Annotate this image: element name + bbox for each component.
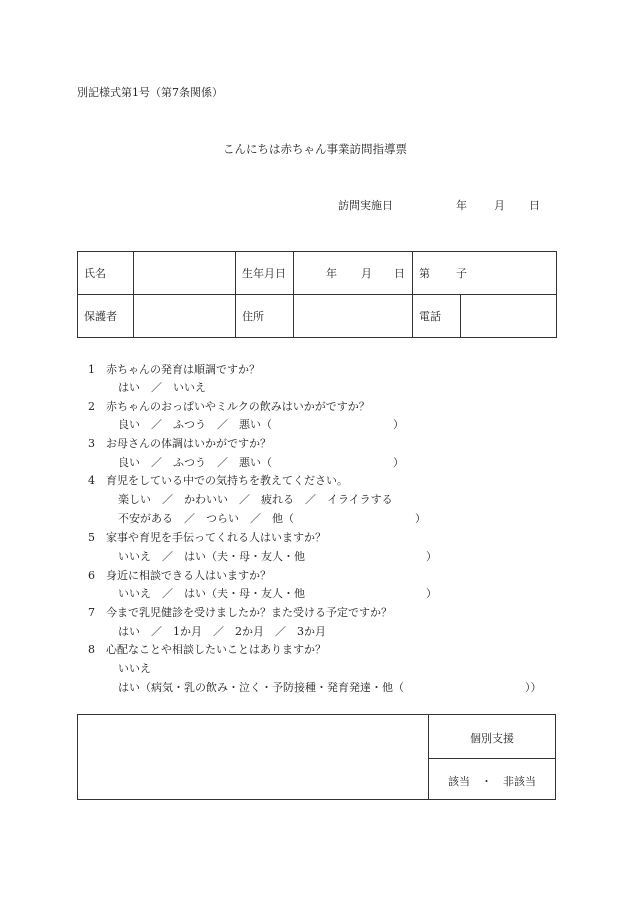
birthdate-field[interactable] bbox=[294, 252, 413, 295]
question-1-options[interactable]: はい ／ いいえ bbox=[118, 381, 206, 394]
visit-date-label: 訪問実施日 bbox=[338, 199, 393, 212]
question-5: 5 家事や育児を手伝ってくれる人はいますか？ bbox=[88, 531, 326, 544]
question-7-options[interactable]: はい ／ 1か月 ／ 2か月 ／ 3か月 bbox=[118, 625, 326, 638]
question-6: 6 身近に相談できる人はいますか？ bbox=[88, 569, 271, 582]
phone-label: 電話 bbox=[413, 295, 461, 338]
visit-date-year: 年 bbox=[456, 199, 467, 212]
address-label: 住所 bbox=[236, 295, 294, 338]
birth-day-unit: 日 bbox=[394, 267, 405, 280]
question-8-options-1[interactable]: いいえ bbox=[118, 662, 151, 675]
visit-date-month: 月 bbox=[494, 199, 505, 212]
notes-area[interactable] bbox=[78, 715, 428, 799]
question-2: 2 赤ちゃんのおっぱいやミルクの飲みはいかがですか？ bbox=[88, 400, 370, 413]
question-4-options-1[interactable]: 楽しい ／ かわいい ／ 疲れる ／ イライラする bbox=[118, 493, 393, 506]
question-2-options[interactable]: 良い ／ ふつう ／ 悪い（ ） bbox=[118, 418, 404, 431]
phone-field[interactable] bbox=[461, 295, 557, 338]
individual-support-choice[interactable]: 該当 ・ 非該当 bbox=[448, 775, 536, 788]
individual-support-label: 個別支援 bbox=[470, 732, 514, 745]
question-6-options[interactable]: いいえ ／ はい（夫・母・友人・他 ） bbox=[118, 587, 437, 600]
question-3-options[interactable]: 良い ／ ふつう ／ 悪い（ ） bbox=[118, 456, 404, 469]
child-order-suffix: 子 bbox=[456, 267, 467, 280]
question-5-options[interactable]: いいえ ／ はい（夫・母・友人・他 ） bbox=[118, 550, 437, 563]
question-8-options-2[interactable]: はい（病気・乳の飲み・泣く・予防接種・発育発達・他（ ）） bbox=[118, 681, 542, 694]
question-3: 3 お母さんの体調はいかがですか？ bbox=[88, 437, 271, 450]
table-row bbox=[78, 252, 557, 295]
notes-box bbox=[77, 714, 556, 800]
name-field[interactable] bbox=[134, 252, 236, 295]
child-order-prefix: 第 bbox=[419, 267, 430, 280]
question-4-options-2[interactable]: 不安がある ／ つらい ／ 他（ ） bbox=[118, 512, 426, 525]
birth-year-unit: 年 bbox=[326, 267, 337, 280]
table-row bbox=[78, 295, 557, 338]
guardian-field[interactable] bbox=[134, 295, 236, 338]
question-4: 4 育児をしている中での気持ちを教えてください。 bbox=[88, 474, 348, 487]
page-title: こんにちは赤ちゃん事業訪問指導票 bbox=[223, 142, 407, 156]
visit-date-day: 日 bbox=[529, 199, 540, 212]
info-table bbox=[77, 251, 557, 338]
question-1: 1 赤ちゃんの発育は順調ですか？ bbox=[88, 363, 260, 376]
form-reference: 別記様式第1号（第7条関係） bbox=[77, 86, 223, 99]
guardian-label: 保護者 bbox=[78, 295, 134, 338]
address-field[interactable] bbox=[294, 295, 413, 338]
child-order-field[interactable] bbox=[413, 252, 557, 295]
birth-month-unit: 月 bbox=[361, 267, 372, 280]
name-label: 氏名 bbox=[78, 252, 134, 295]
birthdate-label: 生年月日 bbox=[236, 252, 294, 295]
question-7: 7 今まで乳児健診を受けましたか？また受ける予定ですか？ bbox=[88, 606, 392, 619]
box-hline bbox=[428, 758, 555, 759]
question-8: 8 心配なことや相談したいことはありますか？ bbox=[88, 643, 326, 656]
